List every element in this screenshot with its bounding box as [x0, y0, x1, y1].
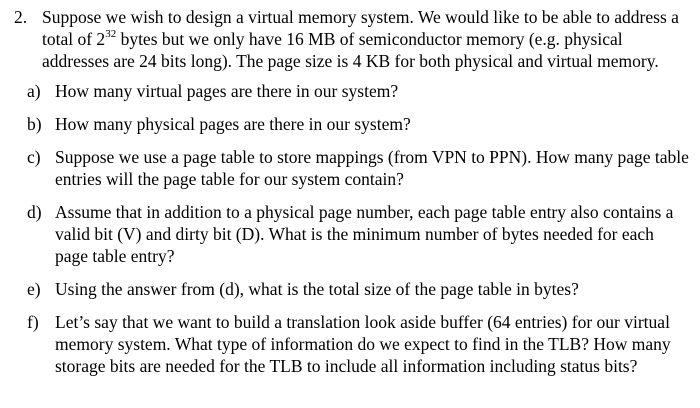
- part-text: Assume that in addition to a physical page number, each page table entry also contains a valid bit (V) and dirty bit (D). What is the minimum number of bytes needed for each page table entry?: [55, 202, 674, 266]
- part-text: Let’s say that we want to build a translation look aside buffer (64 entries) for our virtual memory system. What type of information do we expect to find in the TLB? How many storage bits are needed for the TLB to include all information including status bits?: [55, 312, 671, 376]
- part-text: How many physical pages are there in our system?: [55, 114, 411, 134]
- stem-exponent: 32: [105, 28, 117, 41]
- part-c: [0, 146, 700, 190]
- part-label: d): [27, 202, 42, 222]
- part-text: Using the answer from (d), what is the total size of the page table in bytes?: [55, 279, 579, 299]
- question-number: 2.: [14, 7, 28, 27]
- part-label: e): [27, 279, 41, 299]
- part-d: [0, 201, 700, 267]
- part-label: b): [27, 114, 42, 134]
- part-b: [0, 113, 700, 135]
- question-stem: [42, 6, 692, 72]
- part-label: a): [27, 81, 41, 101]
- part-label: c): [27, 147, 41, 167]
- part-label: f): [27, 312, 39, 332]
- stem-text-before: Suppose we wish to design a virtual memory system. We would like to be able to address a total of 2: [42, 7, 679, 49]
- question-2: [0, 6, 700, 72]
- part-a: [0, 80, 700, 102]
- part-text: Suppose we use a page table to store mappings (from VPN to PPN). How many page table entries will the page table for our system contain?: [55, 147, 689, 189]
- question-parts-list: [0, 80, 700, 377]
- stem-text-after: bytes but we only have 16 MB of semiconductor memory (e.g. physical addresses are 24 bits long). The page size is 4 KB for both physical and virtual memory.: [42, 29, 659, 71]
- part-text: How many virtual pages are there in our system?: [55, 81, 399, 101]
- part-e: [0, 278, 700, 300]
- part-f: [0, 311, 700, 377]
